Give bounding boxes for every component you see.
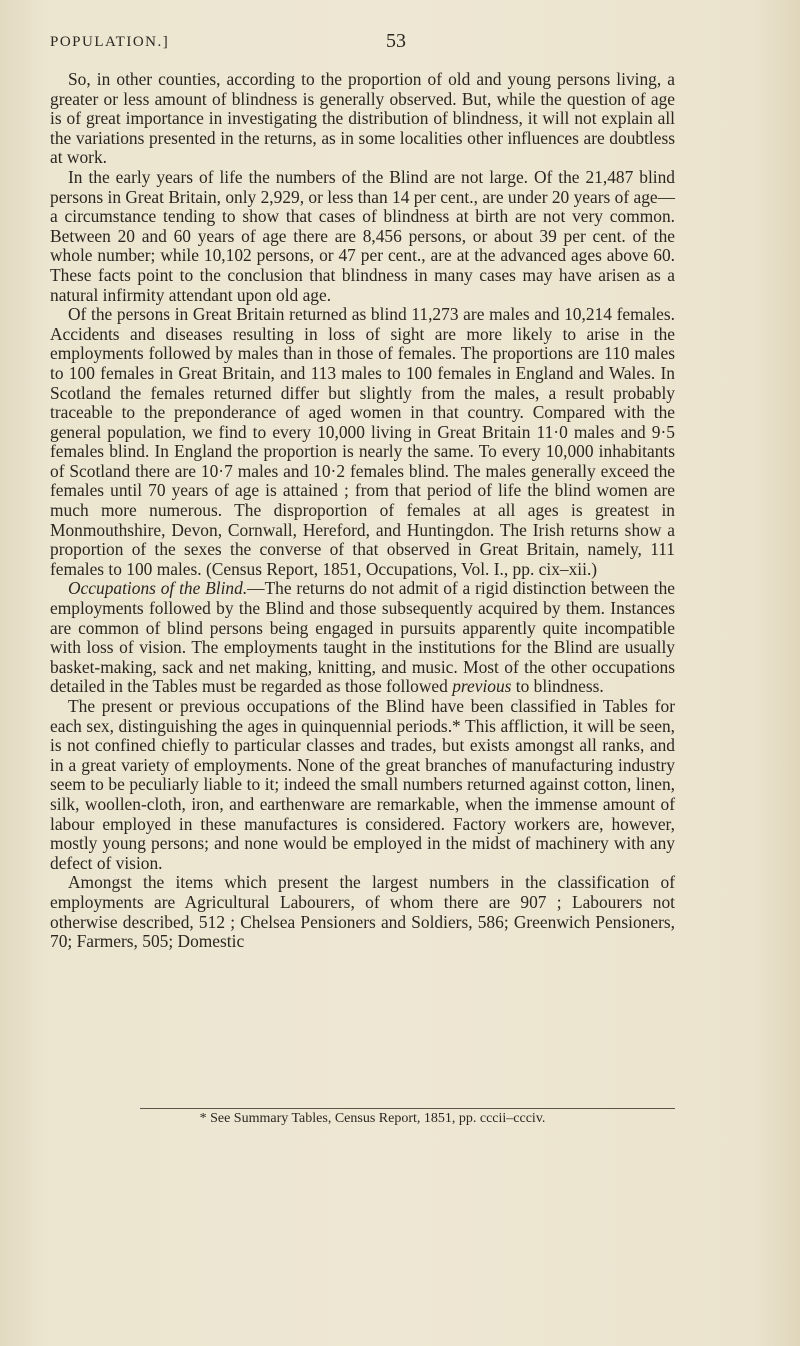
paragraph-largest-numbers: Amongst the items which present the largest numbers in the classification of employments are Agricultural Labourers, of whom there are 907 ; Labourers not otherwise described, 512 ; Chelsea Pensioners and Soldiers, 586; Greenwich Pensioners, 70; Farmers, 505; Domestic <box>50 872 675 952</box>
footnote: * See Summary Tables, Census Report, 1851, pp. cccii–ccciv. <box>199 1111 546 1126</box>
occupations-heading: Occupations of the Blind. <box>68 578 248 599</box>
occupations-text-end: to blindness. <box>511 676 604 697</box>
occupations-emphasis: previous <box>452 676 512 697</box>
body-text <box>50 70 675 952</box>
paragraph-classification: The present or previous occupations of the Blind have been classified in Tables for each sex, distinguishing the ages in quinquennial periods.* This affliction, it will be seen, is not confined chiefly to particular classes and trades, but exists amongst all ranks, and in a great variety of employments. None of the great branches of manufacturing industry seem to be peculiarly liable to it; indeed the small numbers returned against cotton, linen, silk, woollen-cloth, iron, and earthenware are remarkable, when the immense amount of labour employed in these manufactures is considered. Factory workers are, however, mostly young persons; and none would be employed in the midst of machinery with any defect of vision. <box>50 696 675 873</box>
page-number: 53 <box>386 30 406 52</box>
paragraph-sex-proportions: Of the persons in Great Britain returned as blind 11,273 are males and 10,214 females. Accidents and diseases resulting in loss of sight are more likely to arise in the employments followed by males than in those of females. The proportions are 110 males to 100 females in Great Britain, and 113 males to 100 females in England and Wales. In Scotland the females returned differ but slightly from the males, a result probably traceable to the preponderance of aged women in that country. Compared with the general population, we find to every 10,000 living in Great Britain 11·0 males and 9·5 females blind. In England the proportion is nearly the same. To every 10,000 inhabitants of Scotland there are 10·7 males and 10·2 females blind. The males generally exceed the females until 70 years of age is attained ; from that period of life the blind women are much more numerous. The disproportion of females at all ages is greatest in Monmouthshire, Devon, Cornwall, Hereford, and Huntingdon. The Irish returns show a proportion of the sexes the converse of that observed in Great Britain, namely, 111 females to 100 males. (Census Report, 1851, Occupations, Vol. I., pp. cix–xii.) <box>50 304 675 579</box>
paragraph-occupations <box>50 579 675 697</box>
occupations-text: —The returns do not admit of a rigid distinction between the employments followed by the Blind and those subsequently acquired by them. Instances are common of blind persons being engaged in pursuits apparently quite incompatible with loss of vision. The employments taught in the institutions for the Blind are usually basket-making, sack and net making, knitting, and music. Most of the other occupations detailed in the Tables must be regarded as those followed <box>50 578 675 697</box>
paragraph-age-distribution: So, in other counties, according to the proportion of old and young persons living, a greater or less amount of blindness is generally observed. But, while the question of age is of great importance in investigating the distribution of blindness, it will not explain all the variations presented in the returns, as in some localities other influences are doubtless at work. <box>50 69 675 168</box>
running-head: POPULATION.] <box>50 34 170 50</box>
page-header <box>50 30 675 60</box>
paragraph-early-years: In the early years of life the numbers of the Blind are not large. Of the 21,487 blind persons in Great Britain, only 2,929, or less than 14 per cent., are under 20 years of age—a circumstance tending to show that cases of blindness at birth are not very common. Between 20 and 60 years of age there are 8,456 persons, or about 39 per cent. of the whole number; while 10,102 persons, or 47 per cent., are at the advanced ages above 60. These facts point to the conclusion that blindness in many cases may have arisen as a natural infirmity attendant upon old age. <box>50 166 675 305</box>
footnote-divider <box>140 1108 675 1109</box>
